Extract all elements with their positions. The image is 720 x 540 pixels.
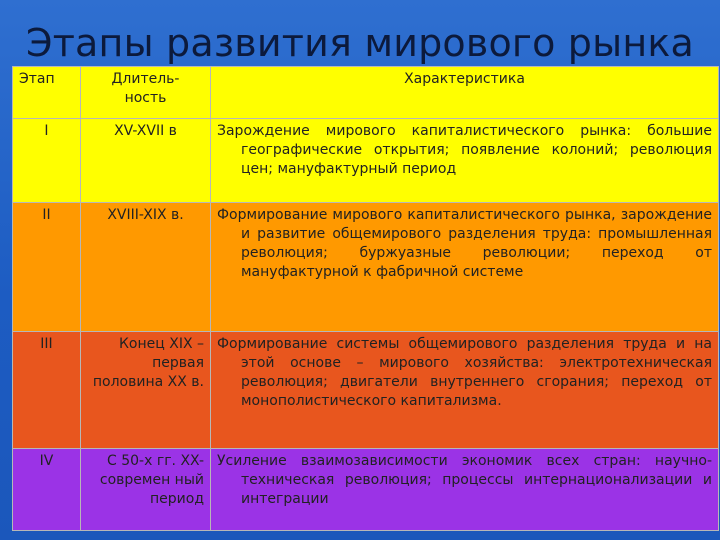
stage-duration: XV-XVII в: [81, 119, 211, 203]
table-header-row: [13, 67, 719, 119]
table-row: [13, 449, 719, 531]
table-row: [13, 119, 719, 203]
stage-duration: Конец XIX – первая половина XX в.: [81, 332, 211, 449]
stage-characteristic: Зарождение мирового капиталистического рынка: большие географические открытия; появление колоний; революция цен; мануфактурный период: [211, 119, 719, 203]
stage-number: III: [13, 332, 81, 449]
stage-number: IV: [13, 449, 81, 531]
stage-duration: С 50-х гг. XX- современ ный период: [81, 449, 211, 531]
header-stage: Этап: [13, 67, 81, 119]
stage-characteristic: Формирование мирового капиталистического рынка, зарождение и развитие общемирового разделения труда: промышленная революция; буржуазные революции; переход от мануфактурной к фабричной системе: [211, 203, 719, 332]
stage-duration: XVIII-XIX в.: [81, 203, 211, 332]
header-duration: Длитель- ность: [81, 67, 211, 119]
stage-number: I: [13, 119, 81, 203]
stage-number: II: [13, 203, 81, 332]
stages-table: [12, 66, 719, 531]
header-characteristic: Характеристика: [211, 67, 719, 119]
table-row: [13, 203, 719, 332]
stage-characteristic: Усиление взаимозависимости экономик всех стран: научно-техническая революция; процессы интернационализации и интеграции: [211, 449, 719, 531]
table-row: [13, 332, 719, 449]
slide-title: Этапы развития мирового рынка: [25, 21, 695, 65]
stage-characteristic: Формирование системы общемирового разделения труда и на этой основе – мирового хозяйства: электротехническая революция; двигатели внутреннего сгорания; переход от монополистического капитализма.: [211, 332, 719, 449]
